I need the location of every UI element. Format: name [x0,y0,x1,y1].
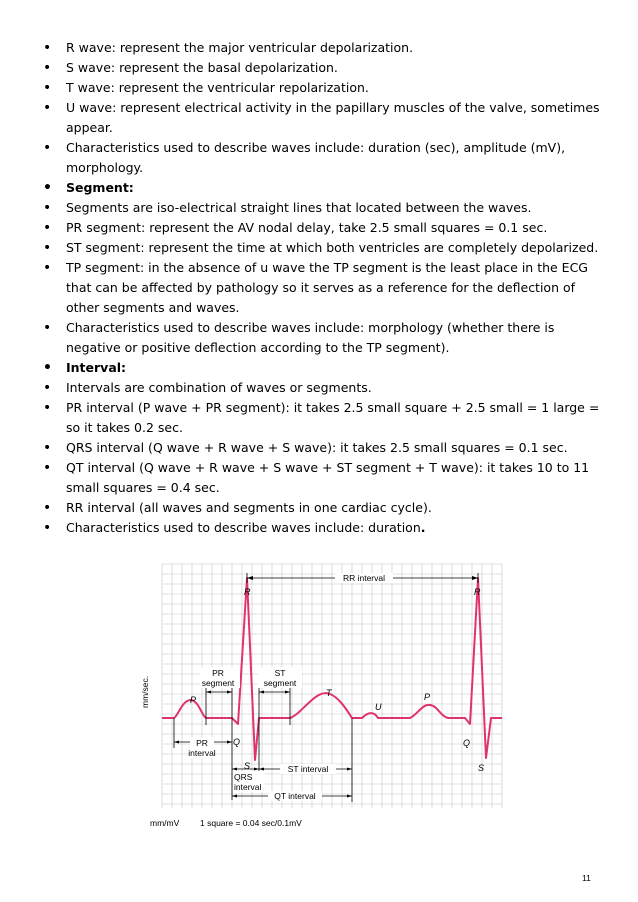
bullet-text: Characteristics used to describe waves include: morphology (whether there is negative or positive deflection according to the TP segment). [66,320,555,355]
bullet-item [40,38,610,58]
bullet-text: T wave: represent the ventricular repolarization. [66,80,369,95]
bullet-text: QRS interval (Q wave + R wave + S wave): it takes 2.5 small squares = 0.1 sec. [66,440,568,455]
bullet-item [40,198,610,218]
qrs-interval-label-1: QRS [234,772,253,782]
st-segment-label-2: segment [263,678,297,688]
bullet-text: Segment: [66,180,134,195]
bullet-item [40,218,610,238]
y-axis-label: mm/sec. [140,675,150,708]
wave-label-p-2: P [424,692,431,702]
ecg-figure [130,560,510,832]
bullet-text: Intervals are combination of waves or segments. [66,380,372,395]
bullet-text: Characteristics used to describe waves include: duration (sec), amplitude (mV), morphology. [66,140,566,175]
bullet-item [40,458,610,498]
bullet-text: Segments are iso-electrical straight lines that located between the waves. [66,200,532,215]
rr-interval-label: RR interval [342,573,386,583]
wave-label-r-1: R [244,587,251,597]
bullet-item [40,398,610,438]
wave-label-q-2: Q [463,738,471,748]
bullet-item [40,498,610,518]
bullet-text: QT interval (Q wave + R wave + S wave + ST segment + T wave): it takes 10 to 11 small squares = 0.4 sec. [66,460,590,495]
caption-scale: 1 square = 0.04 sec/0.1mV [200,818,302,828]
bullet-text: ST segment: represent the time at which both ventricles are completely depolarized. [66,240,599,255]
qrs-interval-label-2: interval [234,782,262,792]
pr-segment-label-1: PR [212,668,224,678]
bullet-list [40,38,610,538]
wave-label-t: T [326,688,332,698]
wave-label-s-1: S [244,761,251,771]
bullet-item [40,438,610,458]
wave-label-s-2: S [478,763,485,773]
qt-interval-marker [232,791,352,801]
pr-segment-label-2: segment [201,678,235,688]
qt-interval-label: QT interval [274,791,316,801]
bullet-tail: . [420,520,426,535]
bullet-text: PR interval (P wave + PR segment): it takes 2.5 small square + 2.5 small = 1 large = so it takes 0.2 sec. [66,400,600,435]
bullet-item [40,178,610,198]
bullet-text: S wave: represent the basal depolarization. [66,60,338,75]
bullet-text: TP segment: in the absence of u wave the TP segment is the least place in the ECG that can be affected by pathology so it serves as a reference for the deflection of other segments and waves. [66,260,588,315]
st-interval-marker [259,718,352,802]
bullet-item [40,58,610,78]
pr-interval-label-1: PR [196,738,208,748]
bullet-item [40,518,610,538]
bullet-text: U wave: represent electrical activity in the papillary muscles of the valve, sometimes appear. [66,100,600,135]
wave-label-q-1: Q [233,737,241,747]
bullet-item [40,318,610,358]
bullet-text: RR interval (all waves and segments in one cardiac cycle). [66,500,432,515]
bullet-item [40,138,610,178]
caption-units: mm/mV [150,818,180,828]
page-number: 11 [582,873,591,883]
bullet-item [40,98,610,138]
bullet-item [40,258,610,318]
wave-label-u: U [375,702,382,712]
bullet-text: Characteristics used to describe waves include: duration [66,520,421,535]
pr-segment-marker [200,667,240,725]
bullet-item [40,238,610,258]
st-segment-label-1: ST [274,668,286,678]
st-interval-label: ST interval [287,764,329,774]
bullet-item [40,378,610,398]
bullet-item [40,78,610,98]
wave-label-r-2: R [474,587,481,597]
bullet-item [40,358,610,378]
st-segment-marker [258,667,302,725]
bullet-text: PR segment: represent the AV nodal delay, take 2.5 small squares = 0.1 sec. [66,220,548,235]
wave-label-p-1: P [190,695,197,705]
bullet-text: Interval: [66,360,127,375]
rr-interval-marker [247,573,478,583]
pr-interval-label-2: interval [188,748,216,758]
bullet-text: R wave: represent the major ventricular depolarization. [66,40,414,55]
